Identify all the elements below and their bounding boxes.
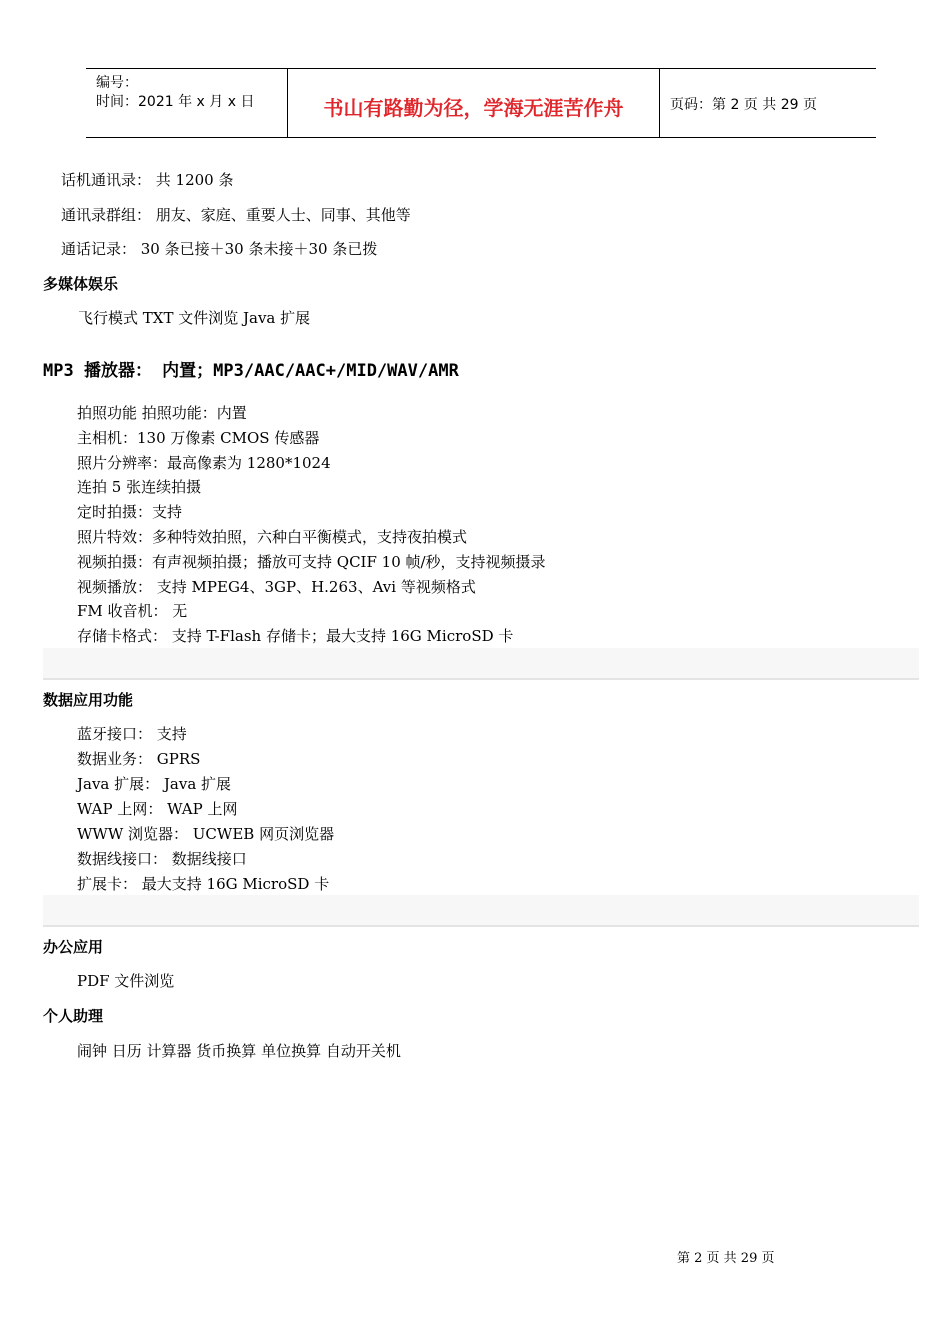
multimedia-item: 拍照功能 拍照功能：内置 xyxy=(77,404,247,422)
data-app-item: WWW 浏览器： UCWEB 网页浏览器 xyxy=(77,825,335,843)
section-divider-band xyxy=(43,648,919,680)
data-app-item: 数据业务： GPRS xyxy=(77,750,201,768)
header-motto-cell xyxy=(287,69,660,137)
document-time-label: 时间：2021 年 x 月 x 日 xyxy=(96,94,255,110)
multimedia-item: 视频播放： 支持 MPEG4、3GP、H.263、Avi 等视频格式 xyxy=(77,578,476,596)
header-page-cell xyxy=(660,69,876,137)
multimedia-item: 照片分辨率：最高像素为 1280*1024 xyxy=(77,454,331,472)
contacts-line: 通话记录： 30 条已接＋30 条未接＋30 条已拨 xyxy=(61,240,378,258)
data-app-item: 扩展卡： 最大支持 16G MicroSD 卡 xyxy=(77,875,330,893)
header-page-number: 页码：第 2 页 共 29 页 xyxy=(670,97,817,113)
section-heading-office: 办公应用 xyxy=(43,938,104,956)
section-heading-data-apps: 数据应用功能 xyxy=(43,691,134,709)
data-app-item: Java 扩展： Java 扩展 xyxy=(77,775,232,793)
office-line: PDF 文件浏览 xyxy=(77,972,175,990)
section-divider-band xyxy=(43,895,919,927)
mp3-player-heading: MP3 播放器： 内置；MP3/AAC/AAC+/MID/WAV/AMR xyxy=(43,361,459,381)
header-motto: 书山有路勤为径，学海无涯苦作舟 xyxy=(323,96,624,120)
document-number-label: 编号： xyxy=(96,75,138,91)
multimedia-item: 定时拍摄：支持 xyxy=(77,503,183,521)
multimedia-item: FM 收音机： 无 xyxy=(77,602,188,620)
multimedia-item: 存储卡格式： 支持 T-Flash 存储卡；最大支持 16G MicroSD 卡 xyxy=(77,627,514,645)
data-app-item: 蓝牙接口： 支持 xyxy=(77,725,187,743)
data-app-item: WAP 上网： WAP 上网 xyxy=(77,800,238,818)
multimedia-item: 连拍 5 张连续拍摄 xyxy=(77,478,202,496)
section-heading-assistant: 个人助理 xyxy=(43,1007,104,1025)
multimedia-item: 主相机：130 万像素 CMOS 传感器 xyxy=(77,429,320,447)
multimedia-item: 视频拍摄：有声视频拍摄；播放可支持 QCIF 10 帧/秒，支持视频摄录 xyxy=(77,553,546,571)
multimedia-item: 照片特效：多种特效拍照，六种白平衡模式，支持夜拍模式 xyxy=(77,528,468,546)
contacts-line: 话机通讯录： 共 1200 条 xyxy=(61,171,234,189)
data-app-item: 数据线接口： 数据线接口 xyxy=(77,850,247,868)
page-footer: 第 2 页 共 29 页 xyxy=(677,1251,775,1266)
multimedia-line: 飞行模式 TXT 文件浏览 Java 扩展 xyxy=(78,309,311,327)
assistant-line: 闹钟 日历 计算器 货币换算 单位换算 自动开关机 xyxy=(77,1042,401,1060)
section-heading-multimedia: 多媒体娱乐 xyxy=(43,275,119,293)
contacts-line: 通讯录群组： 朋友、家庭、重要人士、同事、其他等 xyxy=(61,206,411,224)
page-header xyxy=(86,68,876,138)
header-meta-cell xyxy=(86,69,287,137)
